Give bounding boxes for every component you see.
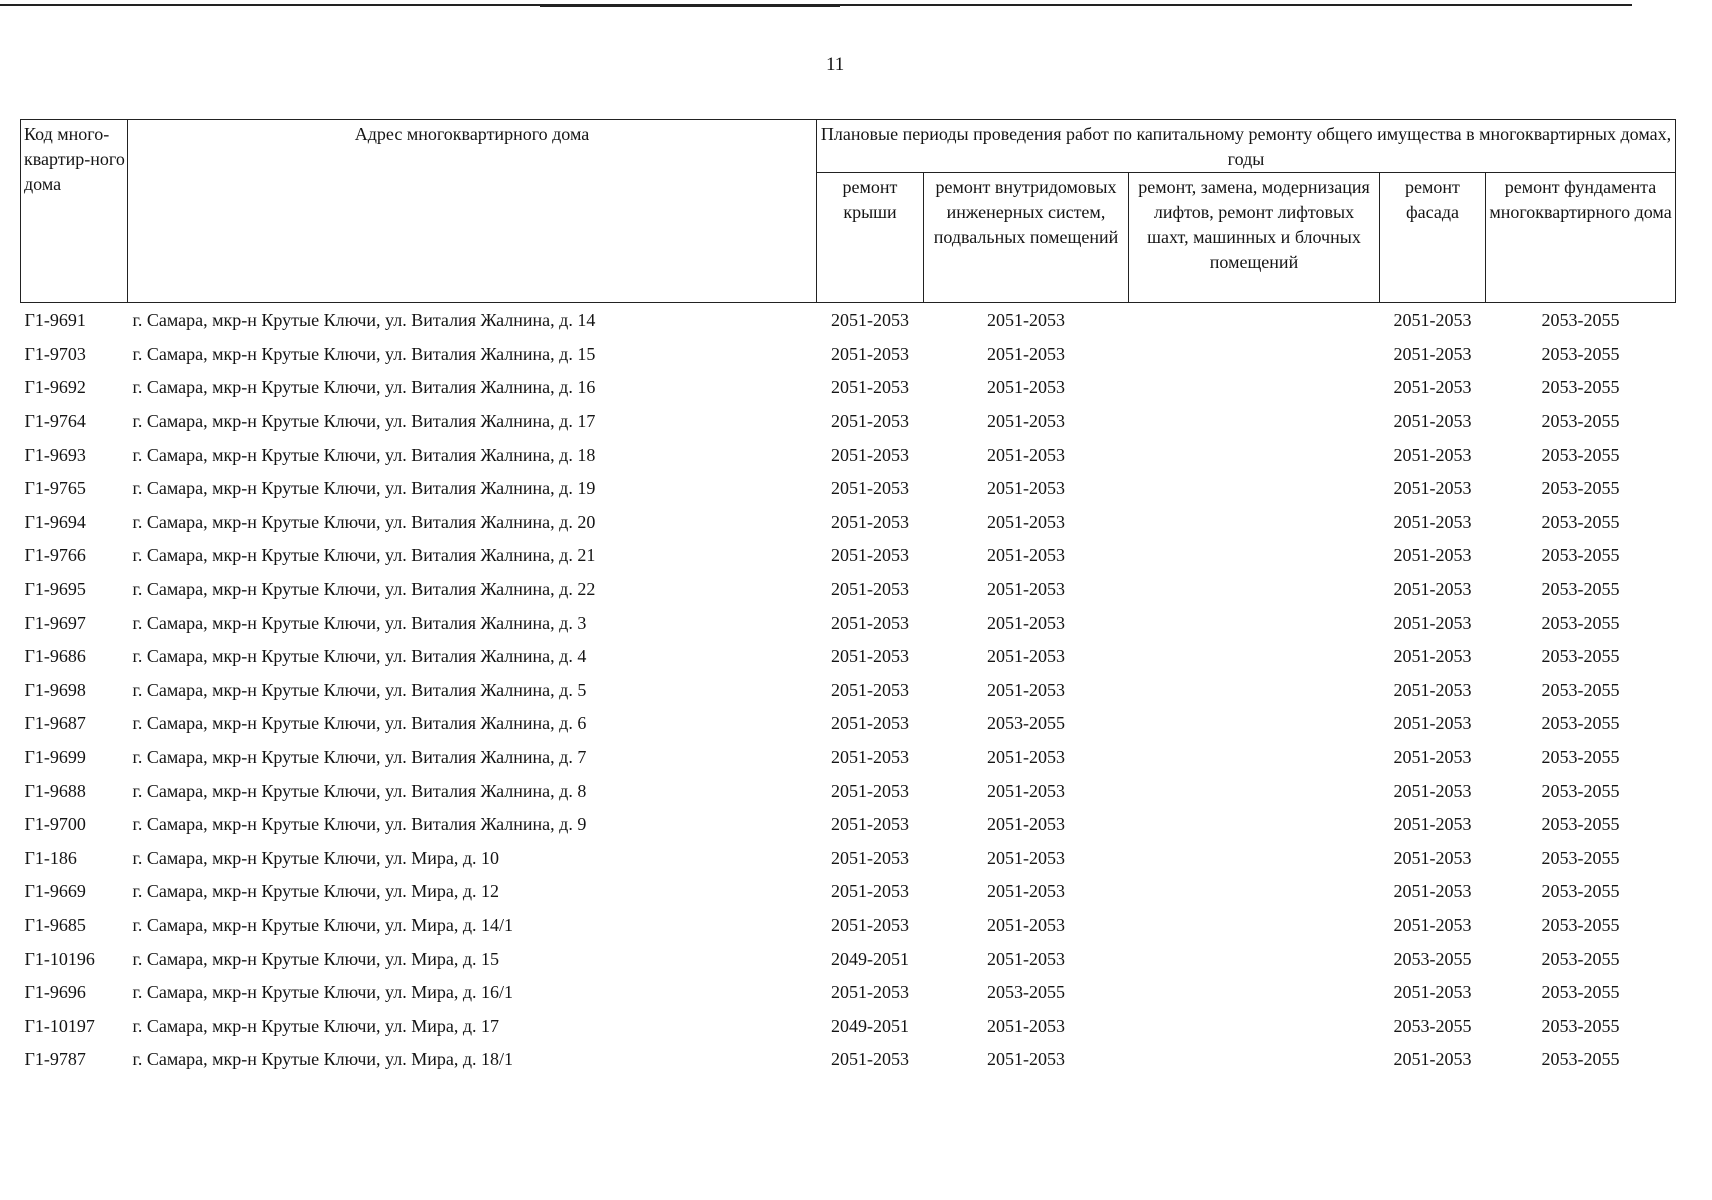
cell-roof: 2051-2053 bbox=[831, 780, 909, 801]
cell-roof: 2051-2053 bbox=[831, 511, 909, 532]
cell-foundation: 2053-2055 bbox=[1541, 478, 1620, 499]
header-lifts: ремонт, замена, модернизация лифтов, ремонт лифтовых шахт, машинных и блочных помещений bbox=[1129, 173, 1380, 303]
cell-address: г. Самара, мкр-н Крутые Ключи, ул. Виталия Жалнина, д. 22 bbox=[132, 579, 596, 600]
cell-foundation: 2053-2055 bbox=[1541, 310, 1620, 331]
cell-code: Г1-10196 bbox=[24, 948, 95, 969]
cell-lifts bbox=[1129, 338, 1380, 372]
cell-foundation: 2053-2055 bbox=[1541, 579, 1620, 600]
cell-address: г. Самара, мкр-н Крутые Ключи, ул. Виталия Жалнина, д. 9 bbox=[132, 814, 587, 835]
cell-roof: 2051-2053 bbox=[831, 545, 909, 566]
cell-address: г. Самара, мкр-н Крутые Ключи, ул. Виталия Жалнина, д. 16 bbox=[132, 377, 596, 398]
cell-facade: 2051-2053 bbox=[1393, 814, 1472, 835]
cell-facade: 2051-2053 bbox=[1393, 545, 1472, 566]
table-row bbox=[21, 842, 1676, 876]
cell-systems: 2051-2053 bbox=[987, 478, 1065, 499]
cell-code: Г1-9687 bbox=[24, 713, 86, 734]
table-row bbox=[21, 606, 1676, 640]
cell-code: Г1-9764 bbox=[24, 411, 86, 432]
cell-foundation: 2053-2055 bbox=[1541, 377, 1620, 398]
header-address: Адрес многоквартирного дома bbox=[128, 120, 817, 303]
table-row bbox=[21, 640, 1676, 674]
table-row bbox=[21, 539, 1676, 573]
cell-roof: 2051-2053 bbox=[831, 847, 909, 868]
cell-systems: 2051-2053 bbox=[987, 679, 1065, 700]
cell-address: г. Самара, мкр-н Крутые Ключи, ул. Виталия Жалнина, д. 8 bbox=[132, 780, 587, 801]
table-row bbox=[21, 506, 1676, 540]
table-row bbox=[21, 909, 1676, 943]
cell-address: г. Самара, мкр-н Крутые Ключи, ул. Виталия Жалнина, д. 14 bbox=[132, 310, 596, 331]
cell-roof: 2051-2053 bbox=[831, 377, 909, 398]
cell-address: г. Самара, мкр-н Крутые Ключи, ул. Виталия Жалнина, д. 21 bbox=[132, 545, 596, 566]
cell-foundation: 2053-2055 bbox=[1541, 612, 1620, 633]
cell-lifts bbox=[1129, 506, 1380, 540]
cell-roof: 2051-2053 bbox=[831, 814, 909, 835]
cell-address: г. Самара, мкр-н Крутые Ключи, ул. Виталия Жалнина, д. 5 bbox=[132, 679, 587, 700]
cell-lifts bbox=[1129, 472, 1380, 506]
cell-systems: 2051-2053 bbox=[987, 646, 1065, 667]
cell-systems: 2051-2053 bbox=[987, 579, 1065, 600]
cell-roof: 2051-2053 bbox=[831, 713, 909, 734]
header-roof: ремонт крыши bbox=[817, 173, 924, 303]
cell-systems: 2051-2053 bbox=[987, 747, 1065, 768]
cell-facade: 2051-2053 bbox=[1393, 847, 1472, 868]
cell-foundation: 2053-2055 bbox=[1541, 747, 1620, 768]
header-code: Код много-квартир-ного дома bbox=[21, 120, 128, 303]
cell-address: г. Самара, мкр-н Крутые Ключи, ул. Виталия Жалнина, д. 3 bbox=[132, 612, 587, 633]
table-row bbox=[21, 808, 1676, 842]
cell-facade: 2051-2053 bbox=[1393, 679, 1472, 700]
cell-code: Г1-9685 bbox=[24, 914, 86, 935]
cell-roof: 2051-2053 bbox=[831, 881, 909, 902]
header-facade: ремонт фасада bbox=[1380, 173, 1486, 303]
cell-address: г. Самара, мкр-н Крутые Ключи, ул. Мира, д. 15 bbox=[132, 948, 499, 969]
cell-facade: 2051-2053 bbox=[1393, 747, 1472, 768]
cell-foundation: 2053-2055 bbox=[1541, 713, 1620, 734]
cell-roof: 2051-2053 bbox=[831, 747, 909, 768]
table-row bbox=[21, 303, 1676, 338]
table-row bbox=[21, 942, 1676, 976]
cell-roof: 2051-2053 bbox=[831, 914, 909, 935]
table-row bbox=[21, 371, 1676, 405]
cell-code: Г1-9696 bbox=[24, 982, 86, 1003]
cell-address: г. Самара, мкр-н Крутые Ключи, ул. Мира, д. 10 bbox=[132, 847, 499, 868]
cell-foundation: 2053-2055 bbox=[1541, 679, 1620, 700]
cell-systems: 2051-2053 bbox=[987, 310, 1065, 331]
cell-foundation: 2053-2055 bbox=[1541, 411, 1620, 432]
cell-code: Г1-9698 bbox=[24, 679, 86, 700]
cell-code: Г1-9688 bbox=[24, 780, 86, 801]
cell-code: Г1-9692 bbox=[24, 377, 86, 398]
cell-foundation: 2053-2055 bbox=[1541, 780, 1620, 801]
table-row bbox=[21, 707, 1676, 741]
cell-facade: 2051-2053 bbox=[1393, 713, 1472, 734]
cell-systems: 2051-2053 bbox=[987, 948, 1065, 969]
cell-code: Г1-9697 bbox=[24, 612, 86, 633]
cell-systems: 2051-2053 bbox=[987, 444, 1065, 465]
table-body bbox=[21, 303, 1676, 1077]
cell-facade: 2051-2053 bbox=[1393, 881, 1472, 902]
cell-facade: 2051-2053 bbox=[1393, 780, 1472, 801]
cell-code: Г1-9686 bbox=[24, 646, 86, 667]
table-row bbox=[21, 405, 1676, 439]
cell-lifts bbox=[1129, 606, 1380, 640]
cell-roof: 2051-2053 bbox=[831, 579, 909, 600]
cell-roof: 2051-2053 bbox=[831, 310, 909, 331]
table-row bbox=[21, 674, 1676, 708]
cell-address: г. Самара, мкр-н Крутые Ключи, ул. Виталия Жалнина, д. 17 bbox=[132, 411, 596, 432]
cell-code: Г1-186 bbox=[24, 847, 77, 868]
cell-roof: 2051-2053 bbox=[831, 478, 909, 499]
cell-lifts bbox=[1129, 405, 1380, 439]
cell-systems: 2051-2053 bbox=[987, 780, 1065, 801]
header-periods: Плановые периоды проведения работ по капитальному ремонту общего имущества в многоквартирных домах, годы bbox=[817, 120, 1676, 173]
cell-lifts bbox=[1129, 976, 1380, 1010]
table-row bbox=[21, 1009, 1676, 1043]
cell-systems: 2051-2053 bbox=[987, 1015, 1065, 1036]
cell-roof: 2051-2053 bbox=[831, 444, 909, 465]
cell-lifts bbox=[1129, 303, 1380, 338]
cell-systems: 2051-2053 bbox=[987, 1049, 1065, 1070]
cell-facade: 2051-2053 bbox=[1393, 914, 1472, 935]
cell-code: Г1-9766 bbox=[24, 545, 86, 566]
cell-facade: 2051-2053 bbox=[1393, 579, 1472, 600]
cell-lifts bbox=[1129, 774, 1380, 808]
cell-roof: 2049-2051 bbox=[831, 948, 909, 969]
cell-foundation: 2053-2055 bbox=[1541, 1049, 1620, 1070]
cell-systems: 2051-2053 bbox=[987, 814, 1065, 835]
top-border-line-bold bbox=[540, 4, 840, 7]
cell-roof: 2051-2053 bbox=[831, 646, 909, 667]
cell-systems: 2051-2053 bbox=[987, 612, 1065, 633]
cell-systems: 2051-2053 bbox=[987, 343, 1065, 364]
cell-foundation: 2053-2055 bbox=[1541, 343, 1620, 364]
cell-foundation: 2053-2055 bbox=[1541, 847, 1620, 868]
cell-lifts bbox=[1129, 1043, 1380, 1077]
cell-code: Г1-9669 bbox=[24, 881, 86, 902]
cell-address: г. Самара, мкр-н Крутые Ключи, ул. Мира, д. 12 bbox=[132, 881, 499, 902]
cell-facade: 2051-2053 bbox=[1393, 982, 1472, 1003]
cell-facade: 2053-2055 bbox=[1393, 1015, 1472, 1036]
cell-address: г. Самара, мкр-н Крутые Ключи, ул. Виталия Жалнина, д. 4 bbox=[132, 646, 587, 667]
cell-address: г. Самара, мкр-н Крутые Ключи, ул. Мира, д. 17 bbox=[132, 1015, 499, 1036]
cell-facade: 2051-2053 bbox=[1393, 377, 1472, 398]
cell-facade: 2051-2053 bbox=[1393, 1049, 1472, 1070]
table-row bbox=[21, 774, 1676, 808]
cell-address: г. Самара, мкр-н Крутые Ключи, ул. Виталия Жалнина, д. 20 bbox=[132, 511, 596, 532]
cell-code: Г1-9700 bbox=[24, 814, 86, 835]
cell-foundation: 2053-2055 bbox=[1541, 881, 1620, 902]
cell-facade: 2051-2053 bbox=[1393, 478, 1472, 499]
cell-systems: 2051-2053 bbox=[987, 545, 1065, 566]
cell-facade: 2051-2053 bbox=[1393, 343, 1472, 364]
cell-address: г. Самара, мкр-н Крутые Ключи, ул. Виталия Жалнина, д. 19 bbox=[132, 478, 596, 499]
cell-lifts bbox=[1129, 808, 1380, 842]
cell-facade: 2053-2055 bbox=[1393, 948, 1472, 969]
repair-schedule-table bbox=[20, 119, 1676, 1077]
cell-lifts bbox=[1129, 674, 1380, 708]
cell-code: Г1-9765 bbox=[24, 478, 86, 499]
cell-address: г. Самара, мкр-н Крутые Ключи, ул. Виталия Жалнина, д. 18 bbox=[132, 444, 596, 465]
page-number: 11 bbox=[826, 54, 845, 75]
cell-lifts bbox=[1129, 875, 1380, 909]
cell-code: Г1-9699 bbox=[24, 747, 86, 768]
cell-systems: 2053-2055 bbox=[987, 713, 1065, 734]
cell-roof: 2049-2051 bbox=[831, 1015, 909, 1036]
cell-code: Г1-9691 bbox=[24, 310, 86, 331]
cell-code: Г1-9694 bbox=[24, 511, 86, 532]
cell-facade: 2051-2053 bbox=[1393, 444, 1472, 465]
cell-roof: 2051-2053 bbox=[831, 679, 909, 700]
cell-lifts bbox=[1129, 371, 1380, 405]
cell-lifts bbox=[1129, 438, 1380, 472]
cell-lifts bbox=[1129, 1009, 1380, 1043]
cell-foundation: 2053-2055 bbox=[1541, 914, 1620, 935]
cell-code: Г1-9703 bbox=[24, 343, 86, 364]
cell-systems: 2051-2053 bbox=[987, 511, 1065, 532]
header-foundation: ремонт фундамента многоквартирного дома bbox=[1486, 173, 1676, 303]
cell-systems: 2051-2053 bbox=[987, 377, 1065, 398]
cell-systems: 2051-2053 bbox=[987, 914, 1065, 935]
cell-address: г. Самара, мкр-н Крутые Ключи, ул. Виталия Жалнина, д. 15 bbox=[132, 343, 596, 364]
table-row bbox=[21, 741, 1676, 775]
cell-address: г. Самара, мкр-н Крутые Ключи, ул. Мира, д. 18/1 bbox=[132, 1049, 513, 1070]
cell-lifts bbox=[1129, 539, 1380, 573]
cell-systems: 2053-2055 bbox=[987, 982, 1065, 1003]
cell-lifts bbox=[1129, 573, 1380, 607]
cell-lifts bbox=[1129, 909, 1380, 943]
table-row bbox=[21, 438, 1676, 472]
cell-systems: 2051-2053 bbox=[987, 411, 1065, 432]
cell-lifts bbox=[1129, 640, 1380, 674]
cell-code: Г1-9693 bbox=[24, 444, 86, 465]
cell-systems: 2051-2053 bbox=[987, 881, 1065, 902]
cell-foundation: 2053-2055 bbox=[1541, 444, 1620, 465]
header-systems: ремонт внутридомовых инженерных систем, подвальных помещений bbox=[924, 173, 1129, 303]
cell-roof: 2051-2053 bbox=[831, 1049, 909, 1070]
cell-lifts bbox=[1129, 842, 1380, 876]
table-row bbox=[21, 338, 1676, 372]
table-row bbox=[21, 1043, 1676, 1077]
cell-foundation: 2053-2055 bbox=[1541, 814, 1620, 835]
cell-foundation: 2053-2055 bbox=[1541, 646, 1620, 667]
table-row bbox=[21, 976, 1676, 1010]
cell-code: Г1-10197 bbox=[24, 1015, 95, 1036]
cell-foundation: 2053-2055 bbox=[1541, 511, 1620, 532]
cell-facade: 2051-2053 bbox=[1393, 612, 1472, 633]
cell-lifts bbox=[1129, 741, 1380, 775]
cell-roof: 2051-2053 bbox=[831, 982, 909, 1003]
table-row bbox=[21, 875, 1676, 909]
cell-code: Г1-9695 bbox=[24, 579, 86, 600]
table-row bbox=[21, 573, 1676, 607]
cell-code: Г1-9787 bbox=[24, 1049, 86, 1070]
cell-address: г. Самара, мкр-н Крутые Ключи, ул. Виталия Жалнина, д. 6 bbox=[132, 713, 587, 734]
cell-facade: 2051-2053 bbox=[1393, 646, 1472, 667]
cell-address: г. Самара, мкр-н Крутые Ключи, ул. Мира, д. 14/1 bbox=[132, 914, 513, 935]
table-row bbox=[21, 472, 1676, 506]
cell-foundation: 2053-2055 bbox=[1541, 1015, 1620, 1036]
cell-address: г. Самара, мкр-н Крутые Ключи, ул. Виталия Жалнина, д. 7 bbox=[132, 747, 587, 768]
cell-systems: 2051-2053 bbox=[987, 847, 1065, 868]
cell-facade: 2051-2053 bbox=[1393, 310, 1472, 331]
cell-foundation: 2053-2055 bbox=[1541, 982, 1620, 1003]
cell-foundation: 2053-2055 bbox=[1541, 545, 1620, 566]
cell-facade: 2051-2053 bbox=[1393, 511, 1472, 532]
cell-lifts bbox=[1129, 942, 1380, 976]
cell-roof: 2051-2053 bbox=[831, 343, 909, 364]
cell-address: г. Самара, мкр-н Крутые Ключи, ул. Мира, д. 16/1 bbox=[132, 982, 513, 1003]
cell-facade: 2051-2053 bbox=[1393, 411, 1472, 432]
cell-roof: 2051-2053 bbox=[831, 612, 909, 633]
cell-foundation: 2053-2055 bbox=[1541, 948, 1620, 969]
cell-lifts bbox=[1129, 707, 1380, 741]
cell-roof: 2051-2053 bbox=[831, 411, 909, 432]
